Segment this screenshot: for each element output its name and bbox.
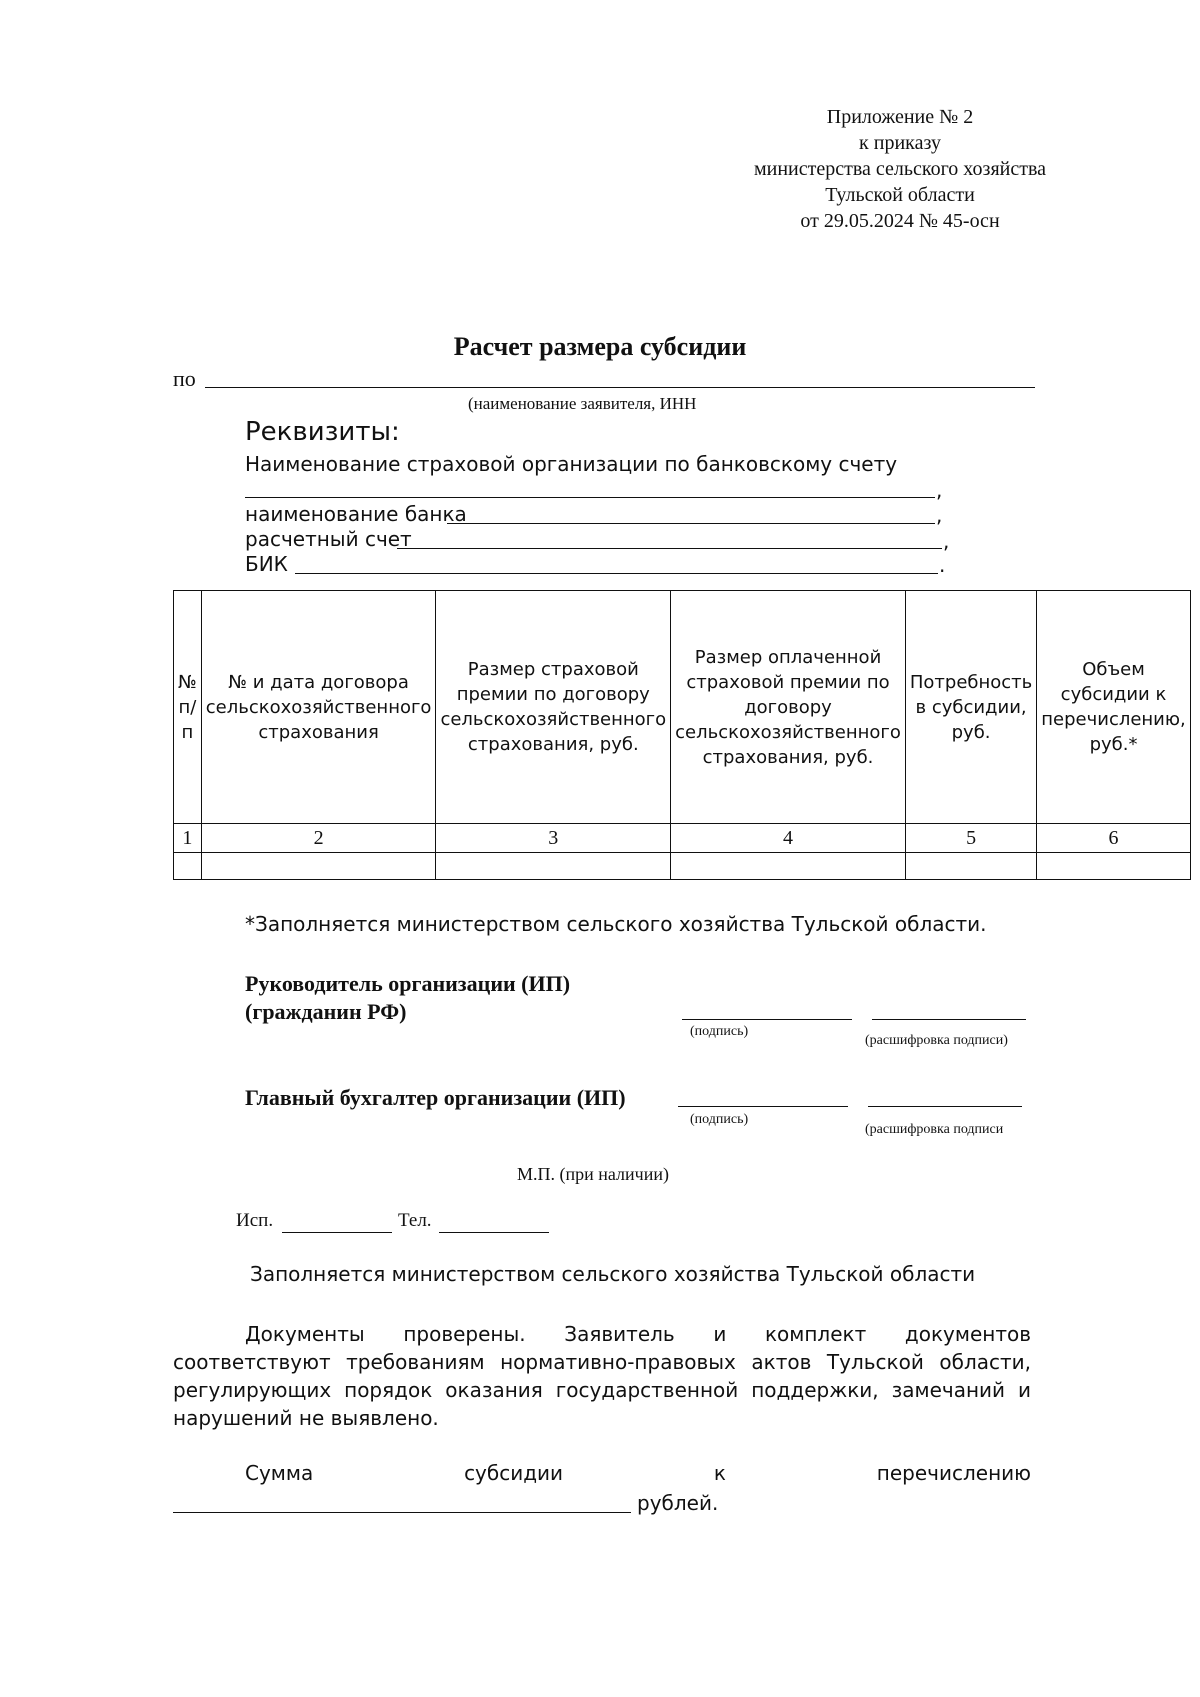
table-empty-row — [174, 853, 1191, 880]
accountant-decode-caption: (расшифровка подписи — [865, 1122, 1004, 1137]
sum-word: субсидии — [464, 1461, 564, 1485]
accountant-signature-caption: (подпись) — [690, 1112, 749, 1127]
account-line — [397, 548, 942, 549]
subsidy-table — [173, 590, 1191, 880]
column-number: 1 — [174, 824, 202, 853]
sum-word: Сумма — [245, 1461, 314, 1485]
executor-label: Исп. — [236, 1210, 274, 1231]
applicant-prefix: по — [173, 366, 196, 391]
phone-line — [439, 1232, 549, 1233]
header-cell: № и дата договора сельскохозяйственного страхования — [201, 591, 436, 824]
applicant-line — [205, 387, 1035, 388]
document-title: Расчет размера субсидии — [453, 332, 747, 361]
head-line-1: Руководитель организации (ИП) — [245, 971, 571, 996]
bik-period: . — [939, 553, 946, 577]
bik-label: БИК — [245, 552, 288, 576]
applicant-caption: (наименование заявителя, ИНН — [468, 394, 697, 413]
head-decode-caption: (расшифровка подписи) — [865, 1033, 1008, 1048]
sum-line — [245, 1461, 1031, 1485]
header-cell: № п/п — [174, 591, 202, 824]
sum-line-blank — [173, 1512, 631, 1513]
account-label: расчетный счет — [245, 527, 412, 551]
verification-paragraph: Документы проверены. Заявитель и комплект документов соответствуют требованиям нормативно-правовых актов Тульской области, регулирующих порядок оказания государственной поддержки, замечаний и нарушений не выявлено. — [173, 1322, 1031, 1430]
account-comma: , — [943, 529, 950, 553]
bank-label: наименование банка — [245, 502, 467, 526]
header-cell: Размер оплаченной страховой премии по договору сельскохозяйственного страхования, руб. — [671, 591, 906, 824]
appendix-line: от 29.05.2024 № 45-осн — [800, 210, 1000, 232]
head-signature-caption: (подпись) — [690, 1024, 749, 1039]
rubles-label: рублей. — [637, 1491, 719, 1515]
bank-comma: , — [936, 503, 943, 527]
requisites-heading: Реквизиты: — [245, 417, 400, 447]
column-number: 4 — [671, 824, 906, 853]
insurer-label: Наименование страховой организации по банковскому счету — [245, 452, 898, 476]
header-cell: Размер страховой премии по договору сельскохозяйственного страхования, руб. — [436, 591, 671, 824]
bank-line — [447, 523, 935, 524]
sum-word: перечислению — [876, 1461, 1031, 1485]
empty-cell — [201, 853, 436, 880]
appendix-line: к приказу — [859, 132, 941, 154]
empty-cell — [174, 853, 202, 880]
head-signatory-label — [245, 970, 570, 1026]
appendix-line: Тульской области — [825, 184, 975, 206]
stamp-note: М.П. (при наличии) — [517, 1164, 669, 1184]
appendix-line: министерства сельского хозяйства — [753, 158, 1047, 180]
header-cell: Потребность в субсидии, руб. — [905, 591, 1036, 824]
footnote: *Заполняется министерством сельского хозяйства Тульской области. — [245, 912, 987, 936]
accountant-label: Главный бухгалтер организации (ИП) — [245, 1085, 626, 1110]
empty-cell — [905, 853, 1036, 880]
insurer-comma: , — [936, 478, 943, 502]
header-cell: Объем субсидии к перечислению, руб.* — [1037, 591, 1191, 824]
phone-label: Тел. — [398, 1210, 432, 1231]
accountant-signature-line — [678, 1106, 848, 1107]
accountant-decode-line — [868, 1106, 1022, 1107]
table-numbering-row — [174, 824, 1191, 853]
table-header-row — [174, 591, 1191, 824]
head-line-2: (гражданин РФ) — [245, 999, 407, 1024]
column-number: 2 — [201, 824, 436, 853]
empty-cell — [671, 853, 906, 880]
empty-cell — [1037, 853, 1191, 880]
column-number: 5 — [905, 824, 1036, 853]
bik-line — [295, 573, 938, 574]
appendix-block — [640, 104, 1160, 234]
executor-line — [282, 1232, 392, 1233]
insurer-line — [245, 497, 935, 498]
sum-word: к — [713, 1461, 726, 1485]
ministry-heading: Заполняется министерством сельского хозяйства Тульской области — [250, 1262, 976, 1286]
head-signature-line — [682, 1019, 852, 1020]
column-number: 3 — [436, 824, 671, 853]
head-decode-line — [872, 1019, 1026, 1020]
empty-cell — [436, 853, 671, 880]
column-number: 6 — [1037, 824, 1191, 853]
appendix-line: Приложение № 2 — [826, 106, 974, 128]
